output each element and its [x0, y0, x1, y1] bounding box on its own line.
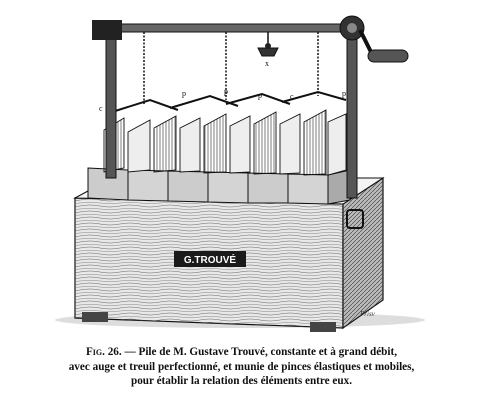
left-bracket [92, 20, 122, 40]
nameplate-text: G.TROUVÉ [183, 255, 237, 266]
figure-caption [20, 345, 463, 389]
plate-clamps [112, 92, 346, 112]
label-cord-2: p [224, 87, 228, 96]
crank-arm [360, 30, 372, 54]
caption-line-1 [20, 345, 463, 360]
caption-line-1-text: — Pile de M. Gustave Trouvé, constante et à grand débit, [121, 346, 398, 358]
trough-foot-left [82, 312, 108, 322]
label-cord-4: p [342, 89, 346, 98]
label-plate-left: c [99, 104, 103, 113]
caption-line-2: avec auge et treuil perfectionné, et munie de pinces élastiques et mobiles, [68, 360, 415, 373]
trough-foot-right [310, 322, 336, 332]
winch-axle [96, 24, 362, 32]
caption-line-3: pour établir la relation des éléments entre eux. [130, 375, 353, 387]
counterweight [258, 32, 278, 56]
figure-number: Fig. 26. [85, 346, 122, 358]
frame-post-right [347, 30, 357, 198]
engraver-signature: Prisv [360, 310, 375, 318]
winch-gear [340, 16, 364, 40]
label-plate-right: c [290, 92, 294, 101]
label-cord-1: p [182, 89, 186, 98]
crank-handle [368, 50, 408, 62]
electrode-plates [104, 110, 346, 175]
label-cord-3: p [258, 91, 262, 100]
label-weight: x [265, 59, 269, 68]
frame-post-left [106, 36, 116, 178]
